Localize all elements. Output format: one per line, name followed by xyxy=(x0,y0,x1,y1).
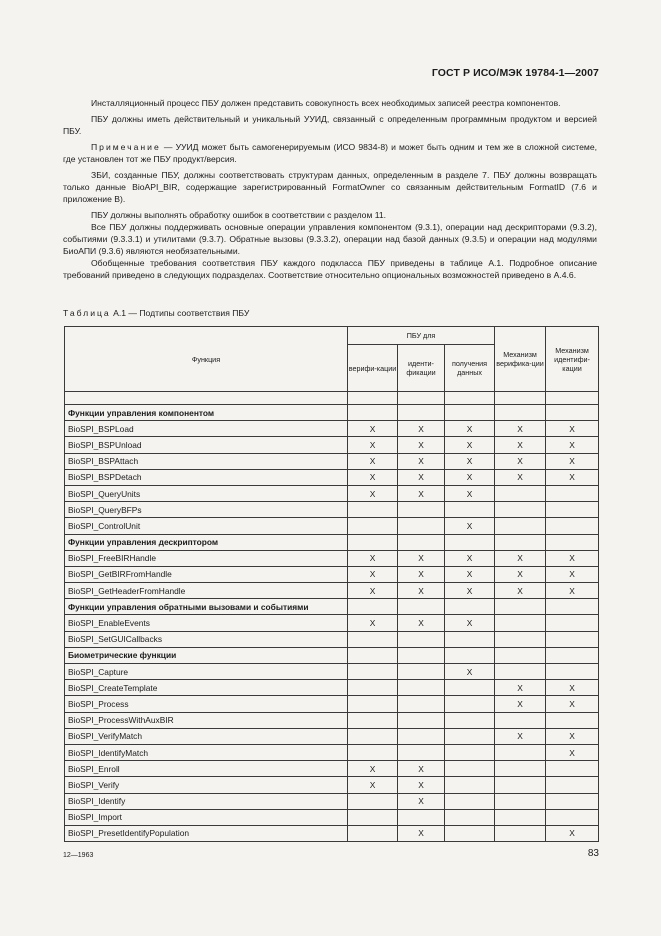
table-row xyxy=(65,518,599,534)
conformance-mark: X xyxy=(546,469,599,485)
function-name: BioSPI_EnableEvents xyxy=(65,615,348,631)
function-name: BioSPI_GetHeaderFromHandle xyxy=(65,583,348,599)
table-cell xyxy=(445,744,495,760)
conformance-mark: X xyxy=(398,615,445,631)
table-row xyxy=(65,502,599,518)
table-row xyxy=(65,583,599,599)
table-row xyxy=(65,761,599,777)
conformance-mark: X xyxy=(348,550,398,566)
function-name: BioSPI_QueryUnits xyxy=(65,485,348,501)
table-cell xyxy=(546,631,599,647)
section-title: Функции управления компонентом xyxy=(65,405,348,421)
table-cell xyxy=(495,777,546,793)
conformance-mark: X xyxy=(348,583,398,599)
table-cell xyxy=(495,405,546,421)
conformance-mark: X xyxy=(445,485,495,501)
table-cell xyxy=(348,793,398,809)
conformance-mark: X xyxy=(348,421,398,437)
function-name: BioSPI_Verify xyxy=(65,777,348,793)
table-cell xyxy=(348,631,398,647)
table-row xyxy=(65,631,599,647)
function-name: BioSPI_Enroll xyxy=(65,761,348,777)
table-row xyxy=(65,825,599,841)
conformance-mark: X xyxy=(398,761,445,777)
table-cell xyxy=(495,712,546,728)
conformance-mark: X xyxy=(546,728,599,744)
table-cell xyxy=(445,534,495,550)
conformance-mark: X xyxy=(398,485,445,501)
conformance-mark: X xyxy=(445,664,495,680)
table-cell xyxy=(445,680,495,696)
conformance-mark: X xyxy=(495,453,546,469)
table-cell xyxy=(348,534,398,550)
function-name: BioSPI_FreeBIRHandle xyxy=(65,550,348,566)
conformance-mark: X xyxy=(398,793,445,809)
table-cell xyxy=(495,793,546,809)
body-text xyxy=(63,97,597,285)
table-cell xyxy=(445,405,495,421)
table-row xyxy=(65,696,599,712)
column-header: верифи-кации xyxy=(348,345,398,392)
footer-print-code: 12—1963 xyxy=(63,852,94,859)
conformance-mark: X xyxy=(348,761,398,777)
function-name: BioSPI_IdentifyMatch xyxy=(65,744,348,760)
table-cell xyxy=(546,664,599,680)
table-cell xyxy=(398,696,445,712)
table-cell xyxy=(495,518,546,534)
function-name: BioSPI_BSPDetach xyxy=(65,469,348,485)
table-row xyxy=(65,680,599,696)
table-cell xyxy=(546,599,599,615)
conformance-mark: X xyxy=(398,550,445,566)
table-section-row xyxy=(65,405,599,421)
table-cell xyxy=(445,761,495,777)
table-row xyxy=(65,566,599,582)
table-row xyxy=(65,664,599,680)
table-cell xyxy=(348,680,398,696)
document-header: ГОСТ Р ИСО/МЭК 19784-1—2007 xyxy=(431,67,599,79)
table-cell xyxy=(495,502,546,518)
conformance-mark: X xyxy=(495,566,546,582)
table-cell xyxy=(546,647,599,663)
section-title: Биометрические функции xyxy=(65,647,348,663)
table-cell xyxy=(398,680,445,696)
table-row xyxy=(65,744,599,760)
table-cell xyxy=(495,631,546,647)
table-row xyxy=(65,615,599,631)
table-cell xyxy=(348,647,398,663)
table-cell xyxy=(546,615,599,631)
conformance-mark: X xyxy=(546,825,599,841)
note-paragraph xyxy=(63,141,597,165)
table-row xyxy=(65,793,599,809)
conformance-mark: X xyxy=(348,485,398,501)
table-section-row xyxy=(65,534,599,550)
table-caption-label: Таблица xyxy=(63,308,111,318)
table-cell xyxy=(495,761,546,777)
table-cell xyxy=(546,712,599,728)
conformance-mark: X xyxy=(445,453,495,469)
column-header-function: Функция xyxy=(65,327,348,392)
table-cell xyxy=(546,793,599,809)
paragraph: Все ПБУ должны поддерживать основные операции управления компонентом (9.3.1), операции над дескрипторами (9.3.2), событиями (9.3.3.1) и утилитами (9.3.7). Обратные вызовы (9.3.3.2), операции над базой данных (9.3.5) и операции над модулями БиоАПИ (9.3.6) являются необязательными. xyxy=(63,222,597,256)
note-text: — УУИД может быть самогенерируемым (ИСО 9834-8) и может быть одним и тем же в сложной системе, где установлен тот же ПБУ продукт/версия. xyxy=(63,142,597,164)
table-section-row xyxy=(65,599,599,615)
conformance-mark: X xyxy=(398,825,445,841)
conformance-mark: X xyxy=(348,777,398,793)
table-cell xyxy=(348,744,398,760)
conformance-mark: X xyxy=(495,728,546,744)
table-row xyxy=(65,728,599,744)
conformance-mark: X xyxy=(445,518,495,534)
conformance-mark: X xyxy=(546,583,599,599)
conformance-mark: X xyxy=(546,421,599,437)
conformance-mark: X xyxy=(495,550,546,566)
conformance-mark: X xyxy=(348,566,398,582)
column-header: иденти-фикации xyxy=(398,345,445,392)
section-title: Функции управления дескриптором xyxy=(65,534,348,550)
table-cell xyxy=(445,728,495,744)
table-row xyxy=(65,809,599,825)
section-title: Функции управления обратными вызовами и событиями xyxy=(65,599,348,615)
table-row xyxy=(65,550,599,566)
conformance-mark: X xyxy=(398,777,445,793)
conformance-mark: X xyxy=(546,453,599,469)
conformance-mark: X xyxy=(495,469,546,485)
table-cell xyxy=(495,485,546,501)
conformance-mark: X xyxy=(398,421,445,437)
table-cell xyxy=(348,728,398,744)
table-cell xyxy=(348,809,398,825)
conformance-mark: X xyxy=(445,421,495,437)
conformance-mark: X xyxy=(445,566,495,582)
conformance-mark: X xyxy=(445,550,495,566)
table-cell xyxy=(348,518,398,534)
table-cell xyxy=(445,825,495,841)
table-cell xyxy=(398,534,445,550)
conformance-table xyxy=(64,326,599,842)
table-cell xyxy=(495,744,546,760)
table-row xyxy=(65,437,599,453)
table-cell xyxy=(348,712,398,728)
table-row xyxy=(65,485,599,501)
table-cell xyxy=(546,518,599,534)
table-cell xyxy=(546,485,599,501)
paragraph: ПБУ должны иметь действительный и уникальный УУИД, связанный с определенным программным продуктом и версией ПБУ. xyxy=(63,114,597,136)
table-cell xyxy=(398,647,445,663)
table-cell xyxy=(348,696,398,712)
table-cell xyxy=(445,712,495,728)
conformance-mark: X xyxy=(398,469,445,485)
column-group-header: ПБУ для xyxy=(348,327,495,345)
table-cell xyxy=(495,825,546,841)
conformance-mark: X xyxy=(348,453,398,469)
conformance-mark: X xyxy=(495,437,546,453)
conformance-mark: X xyxy=(495,583,546,599)
table-cell xyxy=(445,502,495,518)
paragraph: Обобщенные требования соответствия ПБУ каждого подкласса ПБУ приведены в таблице А.1. Подробное описание требований приведено в следующих подразделах. Соответствие относительно опциональных возможностей приведено в А.4.6. xyxy=(63,258,597,280)
table-cell xyxy=(495,599,546,615)
column-header: получения данных xyxy=(445,345,495,392)
conformance-mark: X xyxy=(445,469,495,485)
table-cell xyxy=(348,664,398,680)
table-cell xyxy=(495,664,546,680)
table-cell xyxy=(398,728,445,744)
table-cell xyxy=(445,631,495,647)
conformance-mark: X xyxy=(398,583,445,599)
table-cell xyxy=(495,615,546,631)
table-cell xyxy=(445,793,495,809)
function-name: BioSPI_BSPUnload xyxy=(65,437,348,453)
function-name: BioSPI_QueryBFPs xyxy=(65,502,348,518)
page-number: 83 xyxy=(587,848,599,859)
table-cell xyxy=(398,631,445,647)
table-section-row xyxy=(65,647,599,663)
table-cell xyxy=(546,502,599,518)
conformance-mark: X xyxy=(546,437,599,453)
function-name: BioSPI_SetGUICallbacks xyxy=(65,631,348,647)
conformance-mark: X xyxy=(348,437,398,453)
column-header: Механизм идентифи-кации xyxy=(546,327,599,392)
conformance-mark: X xyxy=(398,453,445,469)
table-cell xyxy=(348,502,398,518)
table-cell xyxy=(445,809,495,825)
conformance-mark: X xyxy=(445,583,495,599)
conformance-mark: X xyxy=(546,550,599,566)
table-cell xyxy=(445,777,495,793)
table-cell xyxy=(495,809,546,825)
table-cell xyxy=(546,534,599,550)
paragraph: ЗБИ, созданные ПБУ, должны соответствовать структурам данных, определенным в разделе 7. ПБУ должны возвращать только данные BioAPI_BIR, содержащие зарегистрированный FormatOwner со связанным действительным FormatID (7.6 и приложение B). xyxy=(63,170,597,204)
conformance-mark: X xyxy=(348,469,398,485)
conformance-mark: X xyxy=(445,615,495,631)
table-cell xyxy=(495,534,546,550)
conformance-mark: X xyxy=(495,421,546,437)
function-name: BioSPI_Process xyxy=(65,696,348,712)
table-cell xyxy=(546,405,599,421)
table-cell xyxy=(546,761,599,777)
table-cell xyxy=(546,809,599,825)
function-name: BioSPI_ProcessWithAuxBIR xyxy=(65,712,348,728)
function-name: BioSPI_PresetIdentifyPopulation xyxy=(65,825,348,841)
table-cell xyxy=(445,647,495,663)
table-cell xyxy=(445,599,495,615)
table-cell xyxy=(495,647,546,663)
function-name: BioSPI_ControlUnit xyxy=(65,518,348,534)
conformance-mark: X xyxy=(546,566,599,582)
function-name: BioSPI_Capture xyxy=(65,664,348,680)
conformance-mark: X xyxy=(348,615,398,631)
table-cell xyxy=(445,696,495,712)
conformance-mark: X xyxy=(495,680,546,696)
table-cell xyxy=(398,405,445,421)
paragraph: Инсталляционный процесс ПБУ должен представить совокупность всех необходимых записей реестра компонентов. xyxy=(91,98,561,108)
table-cell xyxy=(348,825,398,841)
conformance-mark: X xyxy=(398,437,445,453)
table-cell xyxy=(398,744,445,760)
function-name: BioSPI_GetBIRFromHandle xyxy=(65,566,348,582)
table-caption-text: А.1 — Подтипы соответствия ПБУ xyxy=(110,308,250,318)
function-name: BioSPI_Import xyxy=(65,809,348,825)
paragraph: ПБУ должны выполнять обработку ошибок в соответствии с разделом 11. xyxy=(91,210,387,220)
conformance-mark: X xyxy=(445,437,495,453)
table-row xyxy=(65,777,599,793)
table-cell xyxy=(398,809,445,825)
table-caption xyxy=(63,308,249,318)
function-name: BioSPI_BSPLoad xyxy=(65,421,348,437)
function-name: BioSPI_Identify xyxy=(65,793,348,809)
conformance-mark: X xyxy=(495,696,546,712)
table-cell xyxy=(348,405,398,421)
table-row xyxy=(65,712,599,728)
table-cell xyxy=(546,777,599,793)
note-label: Примечание xyxy=(91,142,161,152)
table-cell xyxy=(398,712,445,728)
table-row xyxy=(65,469,599,485)
function-name: BioSPI_BSPAttach xyxy=(65,453,348,469)
conformance-mark: X xyxy=(546,696,599,712)
table-row xyxy=(65,421,599,437)
table-cell xyxy=(398,502,445,518)
table-cell xyxy=(398,599,445,615)
column-header: Механизм верифика-ции xyxy=(495,327,546,392)
table-cell xyxy=(348,599,398,615)
conformance-mark: X xyxy=(398,566,445,582)
function-name: BioSPI_CreateTemplate xyxy=(65,680,348,696)
conformance-mark: X xyxy=(546,680,599,696)
table-spacer-row xyxy=(65,392,599,405)
table-cell xyxy=(398,518,445,534)
table-row xyxy=(65,453,599,469)
function-name: BioSPI_VerifyMatch xyxy=(65,728,348,744)
conformance-mark: X xyxy=(546,744,599,760)
table-cell xyxy=(398,664,445,680)
